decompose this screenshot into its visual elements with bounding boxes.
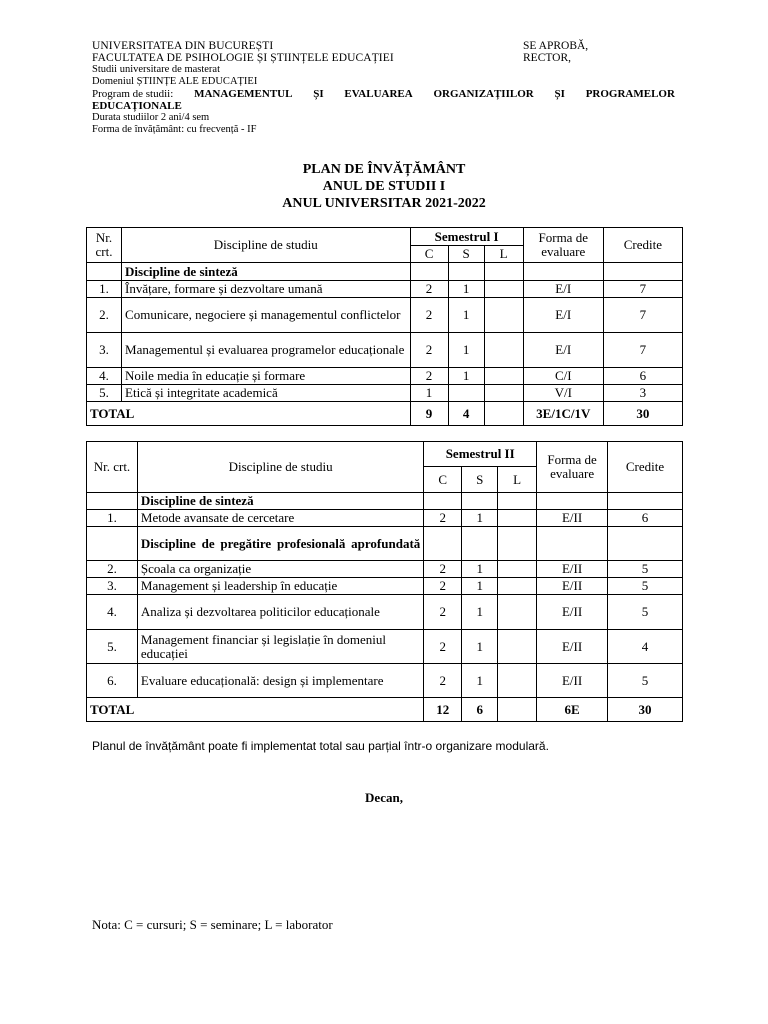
program-word: ORGANIZAȚIILOR [433,88,534,100]
header-l: L [484,246,523,263]
row-nr: 2. [87,561,138,578]
table-row [87,333,683,368]
row-l [498,561,537,578]
studies-level: Studii universitare de masterat [92,64,221,75]
row-s: 1 [462,510,498,527]
header-c: C [424,467,462,493]
table-row [87,664,683,698]
program-word: EVALUAREA [344,88,413,100]
row-s: 1 [448,298,484,333]
header-semester: Semestrul I [410,228,523,246]
row-nr: 5. [87,385,122,402]
total-c: 9 [410,402,448,426]
header-discipline: Discipline de studiu [122,228,410,263]
table-row [87,630,683,664]
row-credits: 5 [608,561,683,578]
semester-2-table [86,441,683,722]
row-s: 1 [462,578,498,595]
program-word: PROGRAMELOR [585,88,675,100]
row-c: 2 [424,578,462,595]
program-word: ȘI [313,88,324,100]
row-c: 2 [424,561,462,578]
row-credits: 7 [603,298,682,333]
table-row [87,281,683,298]
row-evaluation: C/I [523,368,603,385]
row-c: 2 [410,298,448,333]
row-s: 1 [448,368,484,385]
row-l [498,664,537,698]
table-header-row [87,442,683,467]
semester-1-table [86,227,683,426]
program-name-continued: EDUCAȚIONALE [92,100,182,112]
header-credits: Credite [603,228,682,263]
total-row [87,402,683,426]
row-nr: 1. [87,510,138,527]
row-evaluation: E/II [537,510,608,527]
total-c: 12 [424,698,462,722]
row-s: 1 [448,333,484,368]
total-credits: 30 [603,402,682,426]
header-s: S [462,467,498,493]
header-discipline: Discipline de studiu [137,442,423,493]
program-label: Program de studii: [92,88,174,100]
header-credits: Credite [608,442,683,493]
row-l [498,595,537,630]
total-label: TOTAL [87,698,424,722]
program-word: ȘI [554,88,565,100]
table-row [87,385,683,402]
row-credits: 4 [608,630,683,664]
study-domain: Domeniul ȘTIINȚE ALE EDUCAȚIEI [92,76,258,87]
row-nr: 1. [87,281,122,298]
program-word: MANAGEMENTUL [194,88,293,100]
row-l [484,298,523,333]
total-l [484,402,523,426]
row-evaluation: E/I [523,281,603,298]
plan-title: PLAN DE ÎNVĂȚĂMÂNT [302,162,466,177]
total-row [87,698,683,722]
row-s: 1 [462,630,498,664]
row-nr: 6. [87,664,138,698]
row-s: 1 [448,281,484,298]
row-credits: 3 [603,385,682,402]
row-credits: 6 [608,510,683,527]
row-s [448,385,484,402]
row-l [484,281,523,298]
row-evaluation: V/I [523,385,603,402]
row-c: 2 [410,368,448,385]
row-evaluation: E/II [537,630,608,664]
row-discipline: Analiza și dezvoltarea politicilor educaționale [137,595,423,630]
study-year: ANUL DE STUDII I [322,179,446,194]
header-evaluation-form: Forma de evaluare [537,442,608,493]
total-label: TOTAL [87,402,411,426]
table-row [87,510,683,527]
row-credits: 7 [603,281,682,298]
row-evaluation: E/I [523,298,603,333]
row-discipline: Managementul și evaluarea programelor educaționale [122,333,410,368]
row-l [498,578,537,595]
row-c: 2 [410,281,448,298]
rector-label: RECTOR, [523,52,572,64]
row-nr: 2. [87,298,122,333]
row-nr: 3. [87,333,122,368]
row-credits: 7 [603,333,682,368]
row-s: 1 [462,664,498,698]
section-row [87,527,683,561]
row-discipline: Management și leadership în educație [137,578,423,595]
row-l [484,333,523,368]
row-evaluation: E/II [537,578,608,595]
row-discipline: Învățare, formare și dezvoltare umană [122,281,410,298]
header-nr: Nr. crt. [87,442,138,493]
row-discipline: Noile media în educație și formare [122,368,410,385]
row-evaluation: E/II [537,561,608,578]
faculty-name: FACULTATEA DE PSIHOLOGIE ȘI ȘTIINȚELE EDUCAȚIEI [92,52,394,64]
table-header-row [87,228,683,246]
dean-signature-label: Decan, [365,790,403,805]
row-nr: 3. [87,578,138,595]
academic-year: ANUL UNIVERSITAR 2021-2022 [282,196,486,211]
university-name: UNIVERSITATEA DIN BUCUREȘTI [92,40,274,52]
study-form: Forma de învățământ: cu frecvență - IF [92,124,257,135]
table-row [87,298,683,333]
row-discipline: Etică și integritate academică [122,385,410,402]
row-discipline: Metode avansate de cercetare [137,510,423,527]
approval-block [523,40,588,64]
row-discipline: Evaluare educațională: design și implementare [137,664,423,698]
modular-note: Planul de învățământ poate fi implementat total sau parțial într-o organizare modulară. [92,739,549,753]
header-evaluation-form: Forma de evaluare [523,228,603,263]
abbreviation-legend: Nota: C = cursuri; S = seminare; L = laborator [92,917,333,932]
row-nr: 4. [87,595,138,630]
table-row [87,578,683,595]
row-c: 2 [410,333,448,368]
total-s: 6 [462,698,498,722]
table-row [87,368,683,385]
row-credits: 5 [608,595,683,630]
plan-titles [0,161,768,212]
row-nr: 4. [87,368,122,385]
section-row [87,263,683,281]
table-row [87,595,683,630]
row-s: 1 [462,595,498,630]
row-evaluation: E/II [537,664,608,698]
row-evaluation: E/I [523,333,603,368]
row-evaluation: E/II [537,595,608,630]
total-evaluation: 6E [537,698,608,722]
row-l [484,385,523,402]
document-header [92,40,682,136]
row-l [484,368,523,385]
row-s: 1 [462,561,498,578]
row-credits: 5 [608,664,683,698]
total-credits: 30 [608,698,683,722]
row-discipline: Școala ca organizație [137,561,423,578]
header-c: C [410,246,448,263]
approval-text: SE APROBĂ, [523,40,589,52]
section-title: Discipline de sinteză [137,493,423,510]
row-discipline: Management financiar și legislație în domeniul educației [137,630,423,664]
header-semester: Semestrul II [424,442,537,467]
header-nr: Nr. crt. [87,228,122,263]
table-row [87,561,683,578]
row-c: 1 [410,385,448,402]
program-line [92,88,675,100]
row-discipline: Comunicare, negociere și managementul conflictelor [122,298,410,333]
header-s: S [448,246,484,263]
row-c: 2 [424,630,462,664]
section-title: Discipline de pregătire profesională aprofundată [137,527,423,561]
row-nr: 5. [87,630,138,664]
row-c: 2 [424,664,462,698]
total-l [498,698,537,722]
section-row [87,493,683,510]
total-s: 4 [448,402,484,426]
row-c: 2 [424,595,462,630]
total-evaluation: 3E/1C/1V [523,402,603,426]
row-c: 2 [424,510,462,527]
row-l [498,630,537,664]
header-l: L [498,467,537,493]
study-duration: Durata studiilor 2 ani/4 sem [92,112,210,123]
row-credits: 5 [608,578,683,595]
row-credits: 6 [603,368,682,385]
section-title: Discipline de sinteză [122,263,410,281]
row-l [498,510,537,527]
